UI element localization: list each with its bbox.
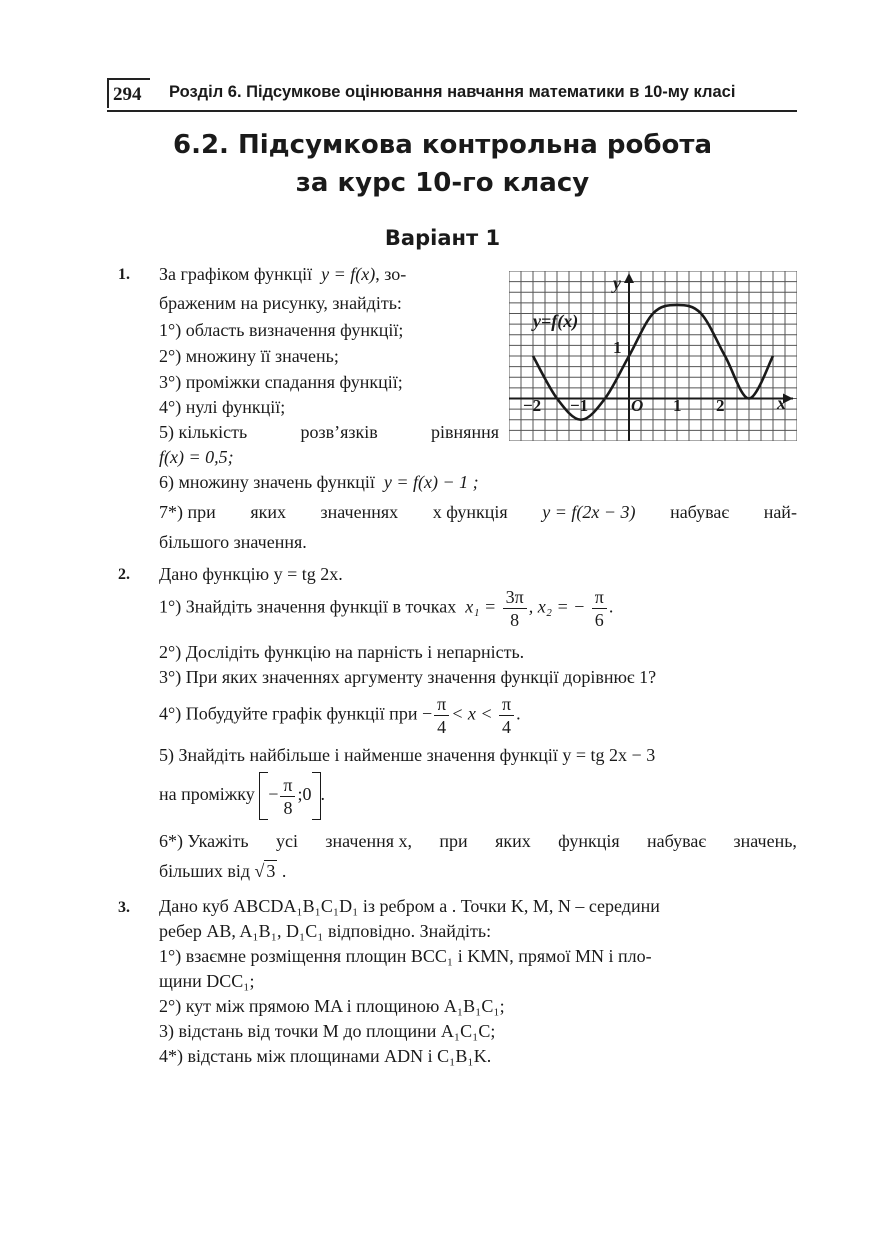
problem-1-item5: 5) кількість розв’язків рівняння [159,422,499,442]
tick-label-minus-2: −2 [523,396,542,415]
problem-2-item6: 6*) Укажіть усі значення x, при яких функція набуває значень, [159,831,797,851]
problem-1-item1: 1°) область визначення функції; [159,320,404,340]
curve-label: y=f(x) [533,311,579,331]
right-bracket [312,772,321,820]
graph-axes [509,273,793,441]
problem-1-line2: браженим на рисунку, знайдіть: [159,293,402,313]
problem-3-item1a: 1°) взаємне розміщення площин BCC₁ і KMN, прямої MN і пло- [159,946,652,966]
fraction-pi-4-right: $\frac{\pi}{4}$ [499,693,514,738]
variant-heading: Варіант 1 [384,226,501,250]
problem-1-item3: 3°) проміжки спадання функції; [159,372,403,392]
tick-label-2: 2 [716,396,725,415]
fraction-3pi-8: $\frac{3\pi}{8}$ [503,586,527,631]
problem-2-item3: 3°) При яких значеннях аргументу значення функції дорівнює 1? [159,667,657,687]
problem-3-item4: 4*) відстань між площинами ADN і C₁B₁K. [159,1046,492,1066]
problem-3-item1b: щини DCC₁; [159,971,255,991]
section-title [0,126,885,202]
fraction-pi-8: $\frac{\pi}{8}$ [280,774,295,819]
problem-2-item6-end: більших від √ 3 . [159,861,287,881]
problem-3-number: 3. [118,899,130,916]
problem-2-item4: 4°) Побудуйте графік функції при − $\frac{\pi}{4}$ < x < $\frac{\pi}{4}$ . [159,694,521,737]
tick-label-1: 1 [673,396,682,415]
problem-1-item7-end: більшого значення. [159,532,307,552]
y-tick-label: 1 [613,338,622,357]
y-axis-label: y [613,273,621,293]
problem-1-line1: За графіком функції y = f(x), зо- [159,264,407,284]
function-formula: y = f(x) [321,264,376,284]
problem-2-intro: Дано функцію y = tg 2x. [159,564,343,584]
fraction-pi-6: $\frac{\pi}{6}$ [592,586,607,631]
fraction-pi-4-left: $\frac{\pi}{4}$ [434,693,449,738]
section-title-line1: 6.2. Підсумкова контрольна робота [173,130,712,160]
problem-1-item6: 6) множину значень функції y = f(x) − 1 ; [159,472,479,492]
sqrt-3: 3 [266,861,276,881]
problem-1-item7: 7*) при яких значеннях x функція y = f(2x − 3) набуває най- [159,502,797,522]
problem-2-number: 2. [118,566,130,583]
problem-1-number: 1. [118,266,130,283]
problem-2-item5-interval: на проміжку − $\frac{\pi}{8}$ ;0 . [159,772,325,820]
problem-1-item4: 4°) нулі функції; [159,397,286,417]
tick-label-minus-1: −1 [570,396,589,415]
problem-2-item5: 5) Знайдіть найбільше і найменше значення функції y = tg 2x − 3 [159,745,656,765]
problem-3-line2: ребер AB, A₁B₁, D₁C₁ відповідно. Знайдіть: [159,921,492,941]
problem-1-item5-equation: f(x) = 0,5; [159,447,234,467]
function-graph [509,271,797,441]
origin-label: O [631,396,644,415]
running-header [107,74,797,112]
problem-3-item2: 2°) кут між прямою MA і площиною A₁B₁C₁; [159,996,505,1016]
problem-3-item3: 3) відстань від точки M до площини A₁C₁C; [159,1021,496,1041]
graph-grid [509,271,797,441]
y-axis-arrow [624,273,634,283]
problem-1-item2: 2°) множину її значень; [159,346,339,366]
left-bracket [259,772,268,820]
problem-2-item1: 1°) Знайдіть значення функції в точках x₁ = $\frac{3\pi}{8}$ , x₂ = − $\frac{\pi}{6}$ . [159,587,614,630]
section-title-line2: за курс 10-го класу [295,168,590,198]
page-number: 294 [107,78,150,108]
running-title: Розділ 6. Підсумкове оцінювання навчання математики в 10-му класі [169,83,736,101]
x-axis-label: x [777,393,786,413]
problem-2-item2: 2°) Дослідіть функцію на парність і непарність. [159,642,525,662]
problem-3-line1: Дано куб ABCDA₁B₁C₁D₁ із ребром a . Точки K, M, N – середини [159,896,660,916]
